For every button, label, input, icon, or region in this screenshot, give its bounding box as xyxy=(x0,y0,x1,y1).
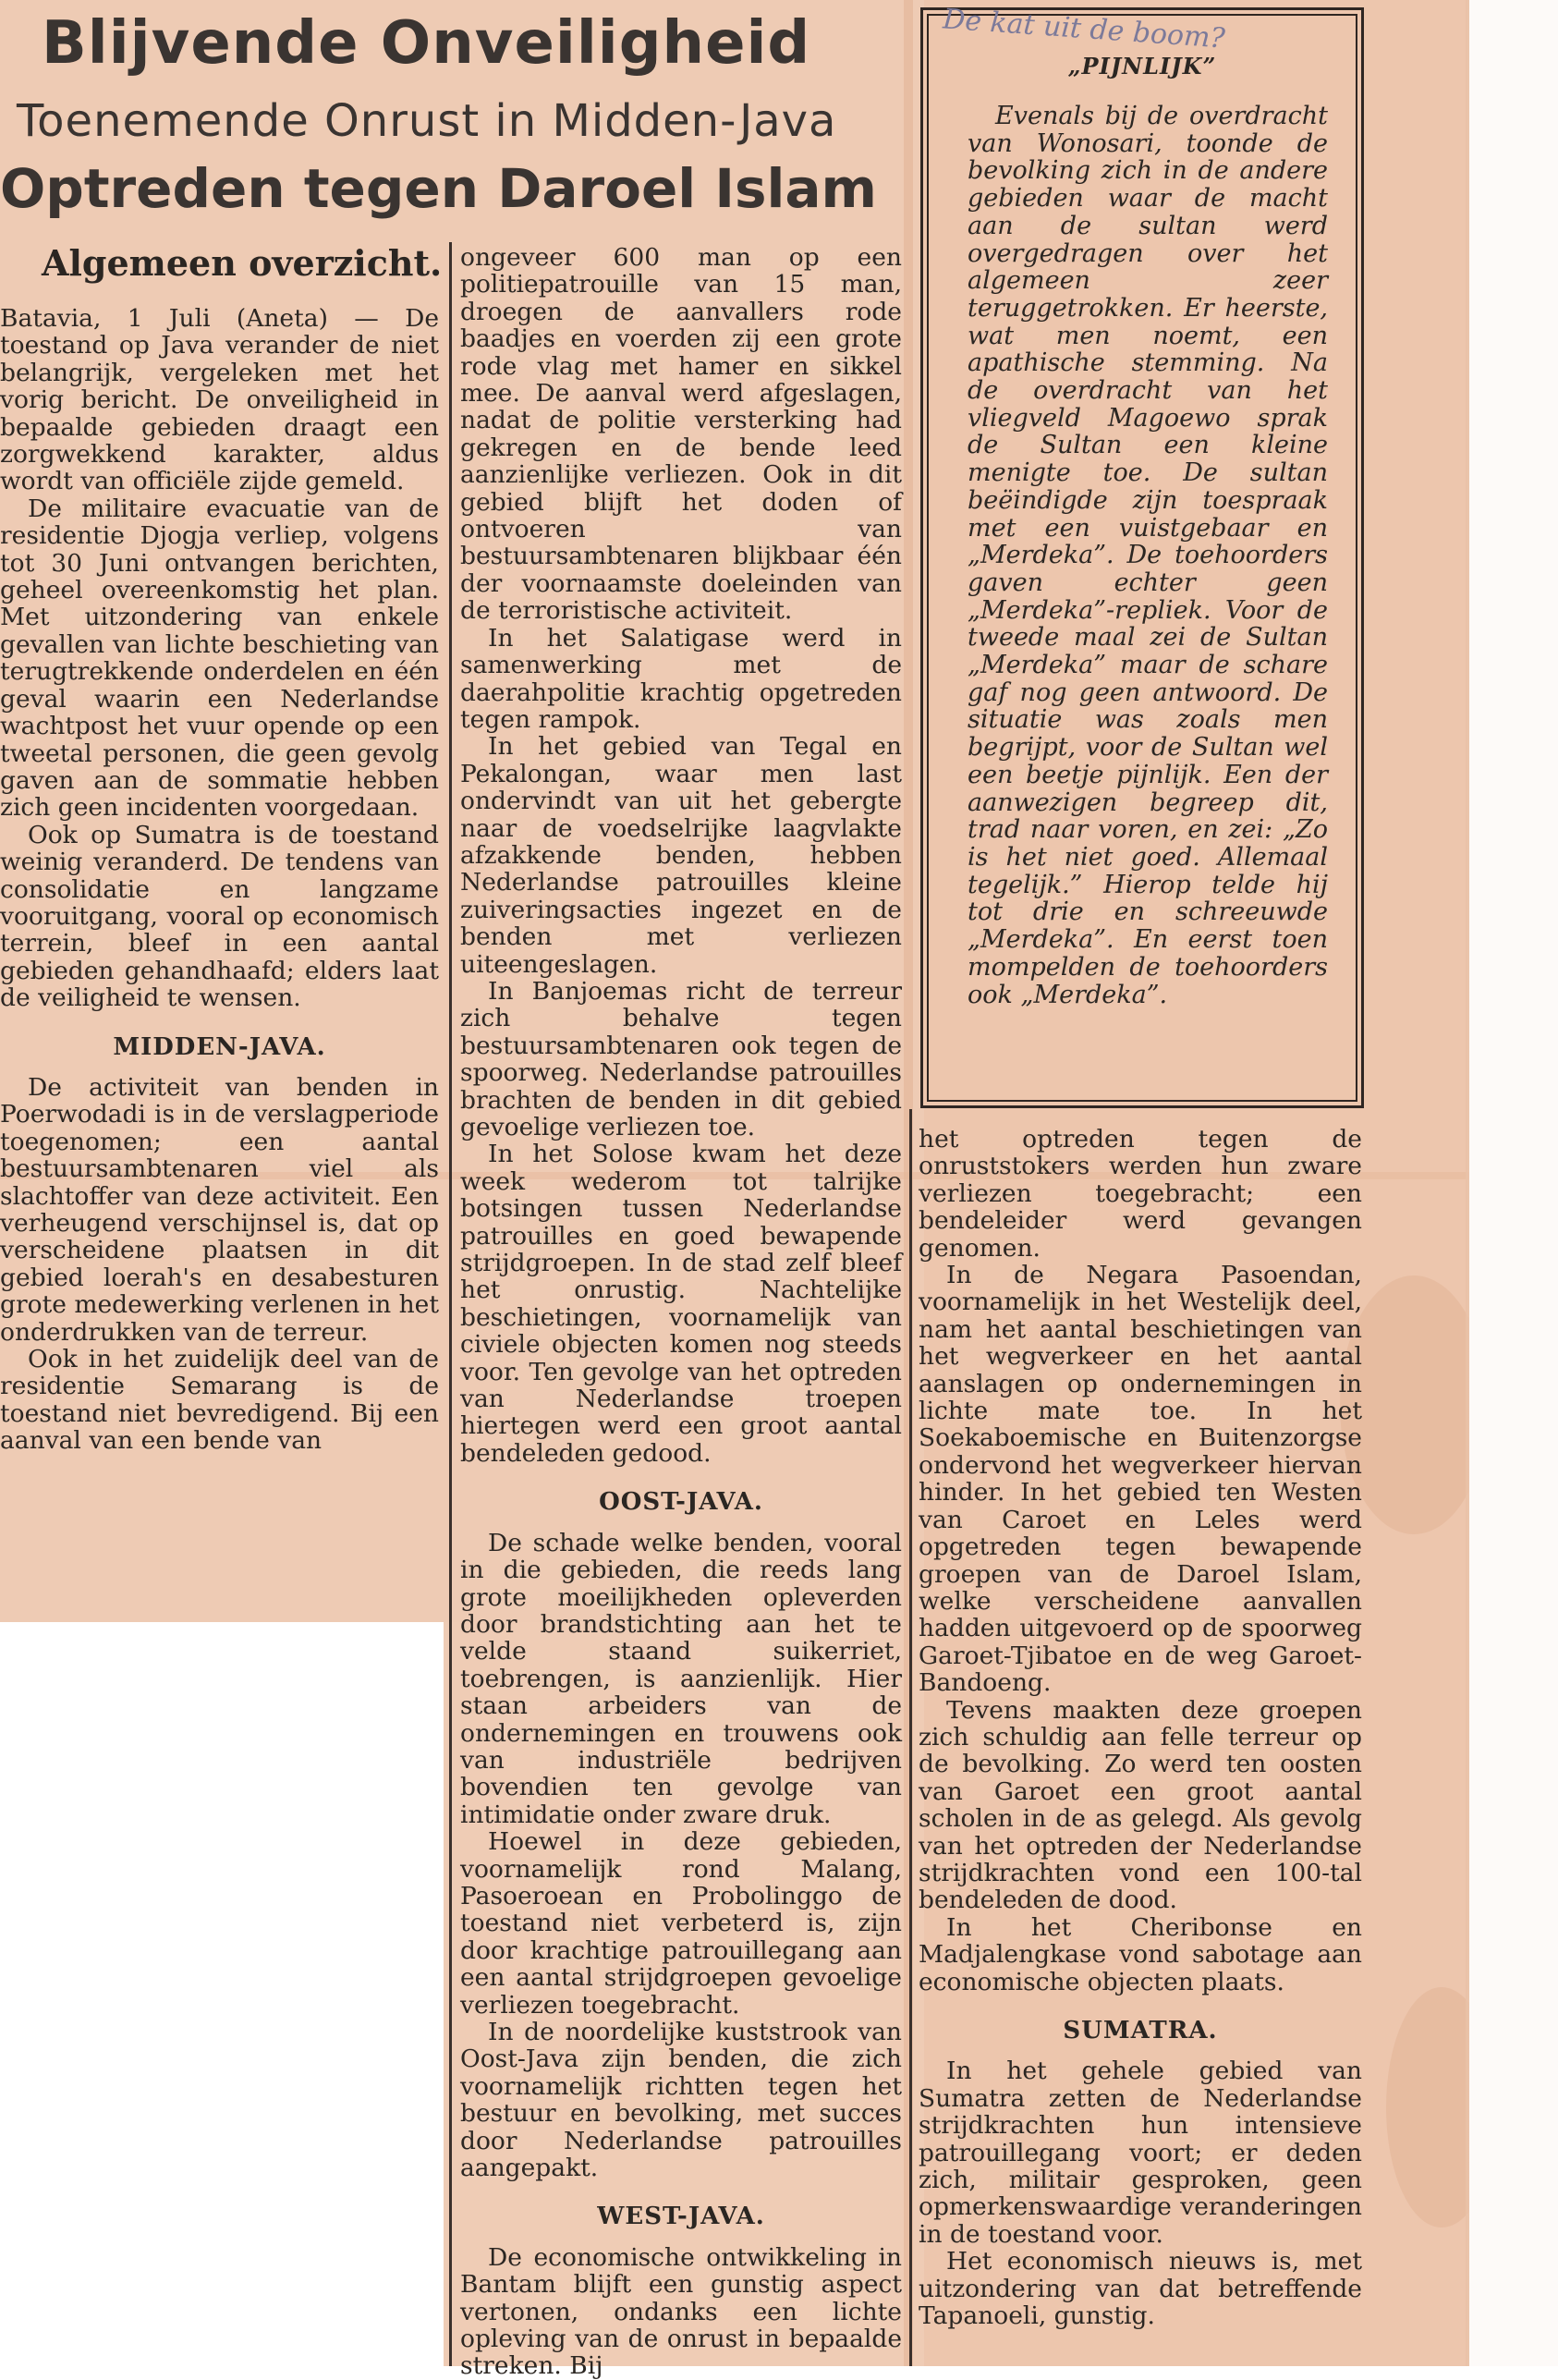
article-column-1 xyxy=(0,305,439,1455)
paragraph: De economische ontwikkeling in Bantam blijft een gunstig aspect vertonen, ondanks een lichte opleving van de onrust in bepaalde streken. Bij xyxy=(460,2242,902,2380)
paragraph: ongeveer 600 man op een politiepatrouille van 15 man, droegen de aanvallers rode baadjes en voerden zij een grote rode vlag met hamer en sikkel mee. De aanval werd afgeslagen, nadat de politie versterking had gekregen en de bende leed aanzienlijke verliezen. Ook in dit gebied blijft het doden of ontvoeren van bestuursambtenaren blijkbaar één der voornaamste doeleinden van de terroristische activiteit. xyxy=(460,243,902,626)
headline-third: Optreden tegen Daroel Islam xyxy=(0,157,877,220)
paragraph: In het gebied van Tegal en Pekalongan, waar men last ondervindt van uit het gebergte naar de voedselrijke laagvlakte afzakkende benden, hebben Nederlandse patrouilles kleine zuiveringsacties ingezet en de benden met verliezen uiteengeslagen. xyxy=(460,732,902,979)
paragraph: In de Negara Pasoendan, voornamelijk in het Westelijk deel, nam het aantal beschietingen van het wegverkeer en het aantal aanslagen op ondernemingen in lichte mate toe. In het Soekaboemische en Buitenzorgse ondervond het wegverkeer hiervan hinder. In het gebied ten Westen van Caroet en Leles werd opgetreden tegen bewapende groepen van de Daroel Islam, welke verscheidene aanvallen hadden uitgevoerd op de spoorweg Garoet-Tjibatoe en de weg Garoet-Bandoeng. xyxy=(919,1261,1362,1698)
paragraph: Het economisch nieuws is, met uitzondering van dat betreffende Tapanoeli, gunstig. xyxy=(919,2247,1362,2331)
paragraph: Batavia, 1 Juli (Aneta) — De toestand op Java verander de niet belangrijk, vergeleken met het vorig bericht. De onveiligheid in bepaalde gebieden draagt een zorgwekkend karakter, aldus wordt van officiële zijde gemeld. xyxy=(0,304,439,496)
paragraph: Tevens maakten deze groepen zich schuldig aan felle terreur op de bevolking. Zo werd ten oosten van Garoet een groot aantal scholen in de as gelegd. Als gevolg van het optreden der Nederlandse strijdkrachten vond een 100-tal bendeleden de dood. xyxy=(919,1695,1362,1915)
paragraph: Ook in het zuidelijk deel van de residentie Semarang is de toestand niet bevredigend. Bij een aanval van een bende van xyxy=(0,1345,439,1456)
section-heading-sumatra: SUMATRA. xyxy=(1063,2017,1218,2044)
overview-title: Algemeen overzicht. xyxy=(42,242,443,284)
paragraph: De schade welke benden, vooral in die gebieden, die reeds lang grote moeilijkheden opleverden door brandstichting aan het te velde staand suikerriet, toebrengen, is aanzienlijk. Hier staan arbeiders van de ondernemingen en trouwens ook van industriële bedrijven bovendien ten gevolge van intimidatie onder zware druk. xyxy=(460,1528,902,1829)
sidebar-box-title: „PIJNLIJK” xyxy=(1067,53,1217,79)
column-rule xyxy=(909,1109,912,2366)
section-heading-midden-java: MIDDEN-JAVA. xyxy=(113,1032,326,1061)
paragraph: In het Salatigase werd in samenwerking met de daerahpolitie krachtig opgetreden tegen rampok. xyxy=(460,623,902,734)
paragraph: Evenals bij de overdracht van Wonosari, toonde de bevolking zich in de andere gebieden waar de macht aan de sultan werd overgedragen over het algemeen zeer teruggetrokken. Er heerste, wat men noemt, een apathische stemming. Na de overdracht van het vliegveld Magoewo sprak de Sultan een kleine menigte toe. De sultan beëindigde zijn toespraak met een vuistgebaar en „Merdeka”. De toehoorders gaven echter geen „Merdeka”-repliek. Voor de tweede maal zei de Sultan „Merdeka” maar de schare gaf nog geen antwoord. De situatie was zoals men begrijpt, voor de Sultan wel een beetje pijnlijk. Een der aanwezigen begreep dit, trad naar voren, en zei: „Zo is het niet goed. Allemaal tegelijk.” Hierop telde hij tot drie en schreeuwde „Merdeka”. En eerst toen mompelden de toehoorders ook „Merdeka”. xyxy=(968,102,1328,1009)
paragraph: De militaire evacuatie van de residentie Djogja verliep, volgens tot 30 Juni ontvangen berichten, geheel overeenkomstig het plan. Met uitzondering van enkele gevallen van lichte beschieting van terugtrekkende onderdelen en één geval waarin een Nederlandse wachtpost het vuur opende op een tweetal personen, die geen gevolg gaven aan de sommatie hebben zich geen incidenten voorgedaan. xyxy=(0,494,439,823)
paragraph: Hoewel in deze gebieden, voornamelijk rond Malang, Pasoeroean en Probolinggo de toestand niet verbeterd is, zijn door krachtige patrouillegang aan een aantal strijdgroepen gevoelige verliezen toegebracht. xyxy=(460,1827,902,2020)
paragraph: In het Solose kwam het deze week wederom tot talrijke botsingen tussen Nederlandse patrouilles en goed bewapende strijdgroepen. In de stad zelf bleef het onrustig. Nachtelijke beschietingen, voornamelijk van civiele objecten komen nog steeds voor. Ten gevolge van het optreden van Nederlandse troepen hiertegen werd een groot aantal bendeleden gedood. xyxy=(460,1140,902,1468)
sidebar-box-text xyxy=(968,103,1328,1008)
paragraph: Ook op Sumatra is de toestand weinig veranderd. De tendens van consolidatie en langzame vooruitgang, vooral op economisch terrein, bleef in een aantal gebieden gehandhaafd; elders laat de veiligheid te wensen. xyxy=(0,820,439,1013)
torn-edge xyxy=(1469,0,1558,2366)
handwritten-note: De kat uit de boom? xyxy=(942,3,1226,55)
column-rule xyxy=(449,242,452,2366)
paragraph: In het gehele gebied van Sumatra zetten de Nederlandse strijdkrachten hun intensieve patrouillegang voort; er deden zich, militair gesproken, geen opmerkenswaardige veranderingen in de toestand voor. xyxy=(919,2057,1362,2249)
paragraph: het optreden tegen de onruststokers werden hun zware verliezen toegebracht; een bendeleider werd gevangen genomen. xyxy=(919,1125,1362,1263)
headline-sub: Toenemende Onrust in Midden-Java xyxy=(17,95,837,147)
section-heading-oost-java: OOST-JAVA. xyxy=(599,1488,763,1517)
paragraph: In het Cheribonse en Madjalengkase vond sabotage aan economische objecten plaats. xyxy=(919,1912,1362,1996)
headline-main: Blijvende Onveiligheid xyxy=(42,9,811,78)
sidebar-box-pijnlijk xyxy=(920,7,1364,1108)
article-column-3 xyxy=(919,1126,1362,2329)
paragraph: De activiteit van benden in Poerwodadi is in de verslagperiode toegenomen; een aantal bestuursambtenaren viel als slachtoffer van deze activiteit. Een verheugend verschijnsel is, dat op verscheidene plaatsen in dit gebied loerah's en desabesturen grote medewerking verlenen in het onderdrukken van de terreur. xyxy=(0,1072,439,1347)
paragraph: In Banjoemas richt de terreur zich behalve tegen bestuursambtenaren ook tegen de spoorweg. Nederlandse patrouilles brachten de benden in dit gebied gevoelige verliezen toe. xyxy=(460,976,902,1141)
paragraph: In de noordelijke kuststrook van Oost-Java zijn benden, die zich voornamelijk richtten tegen het bestuur en bevolking, met succes door Nederlandse patrouilles aangepakt. xyxy=(460,2018,902,2183)
section-heading-west-java: WEST-JAVA. xyxy=(597,2203,765,2231)
article-column-2 xyxy=(460,244,902,2380)
